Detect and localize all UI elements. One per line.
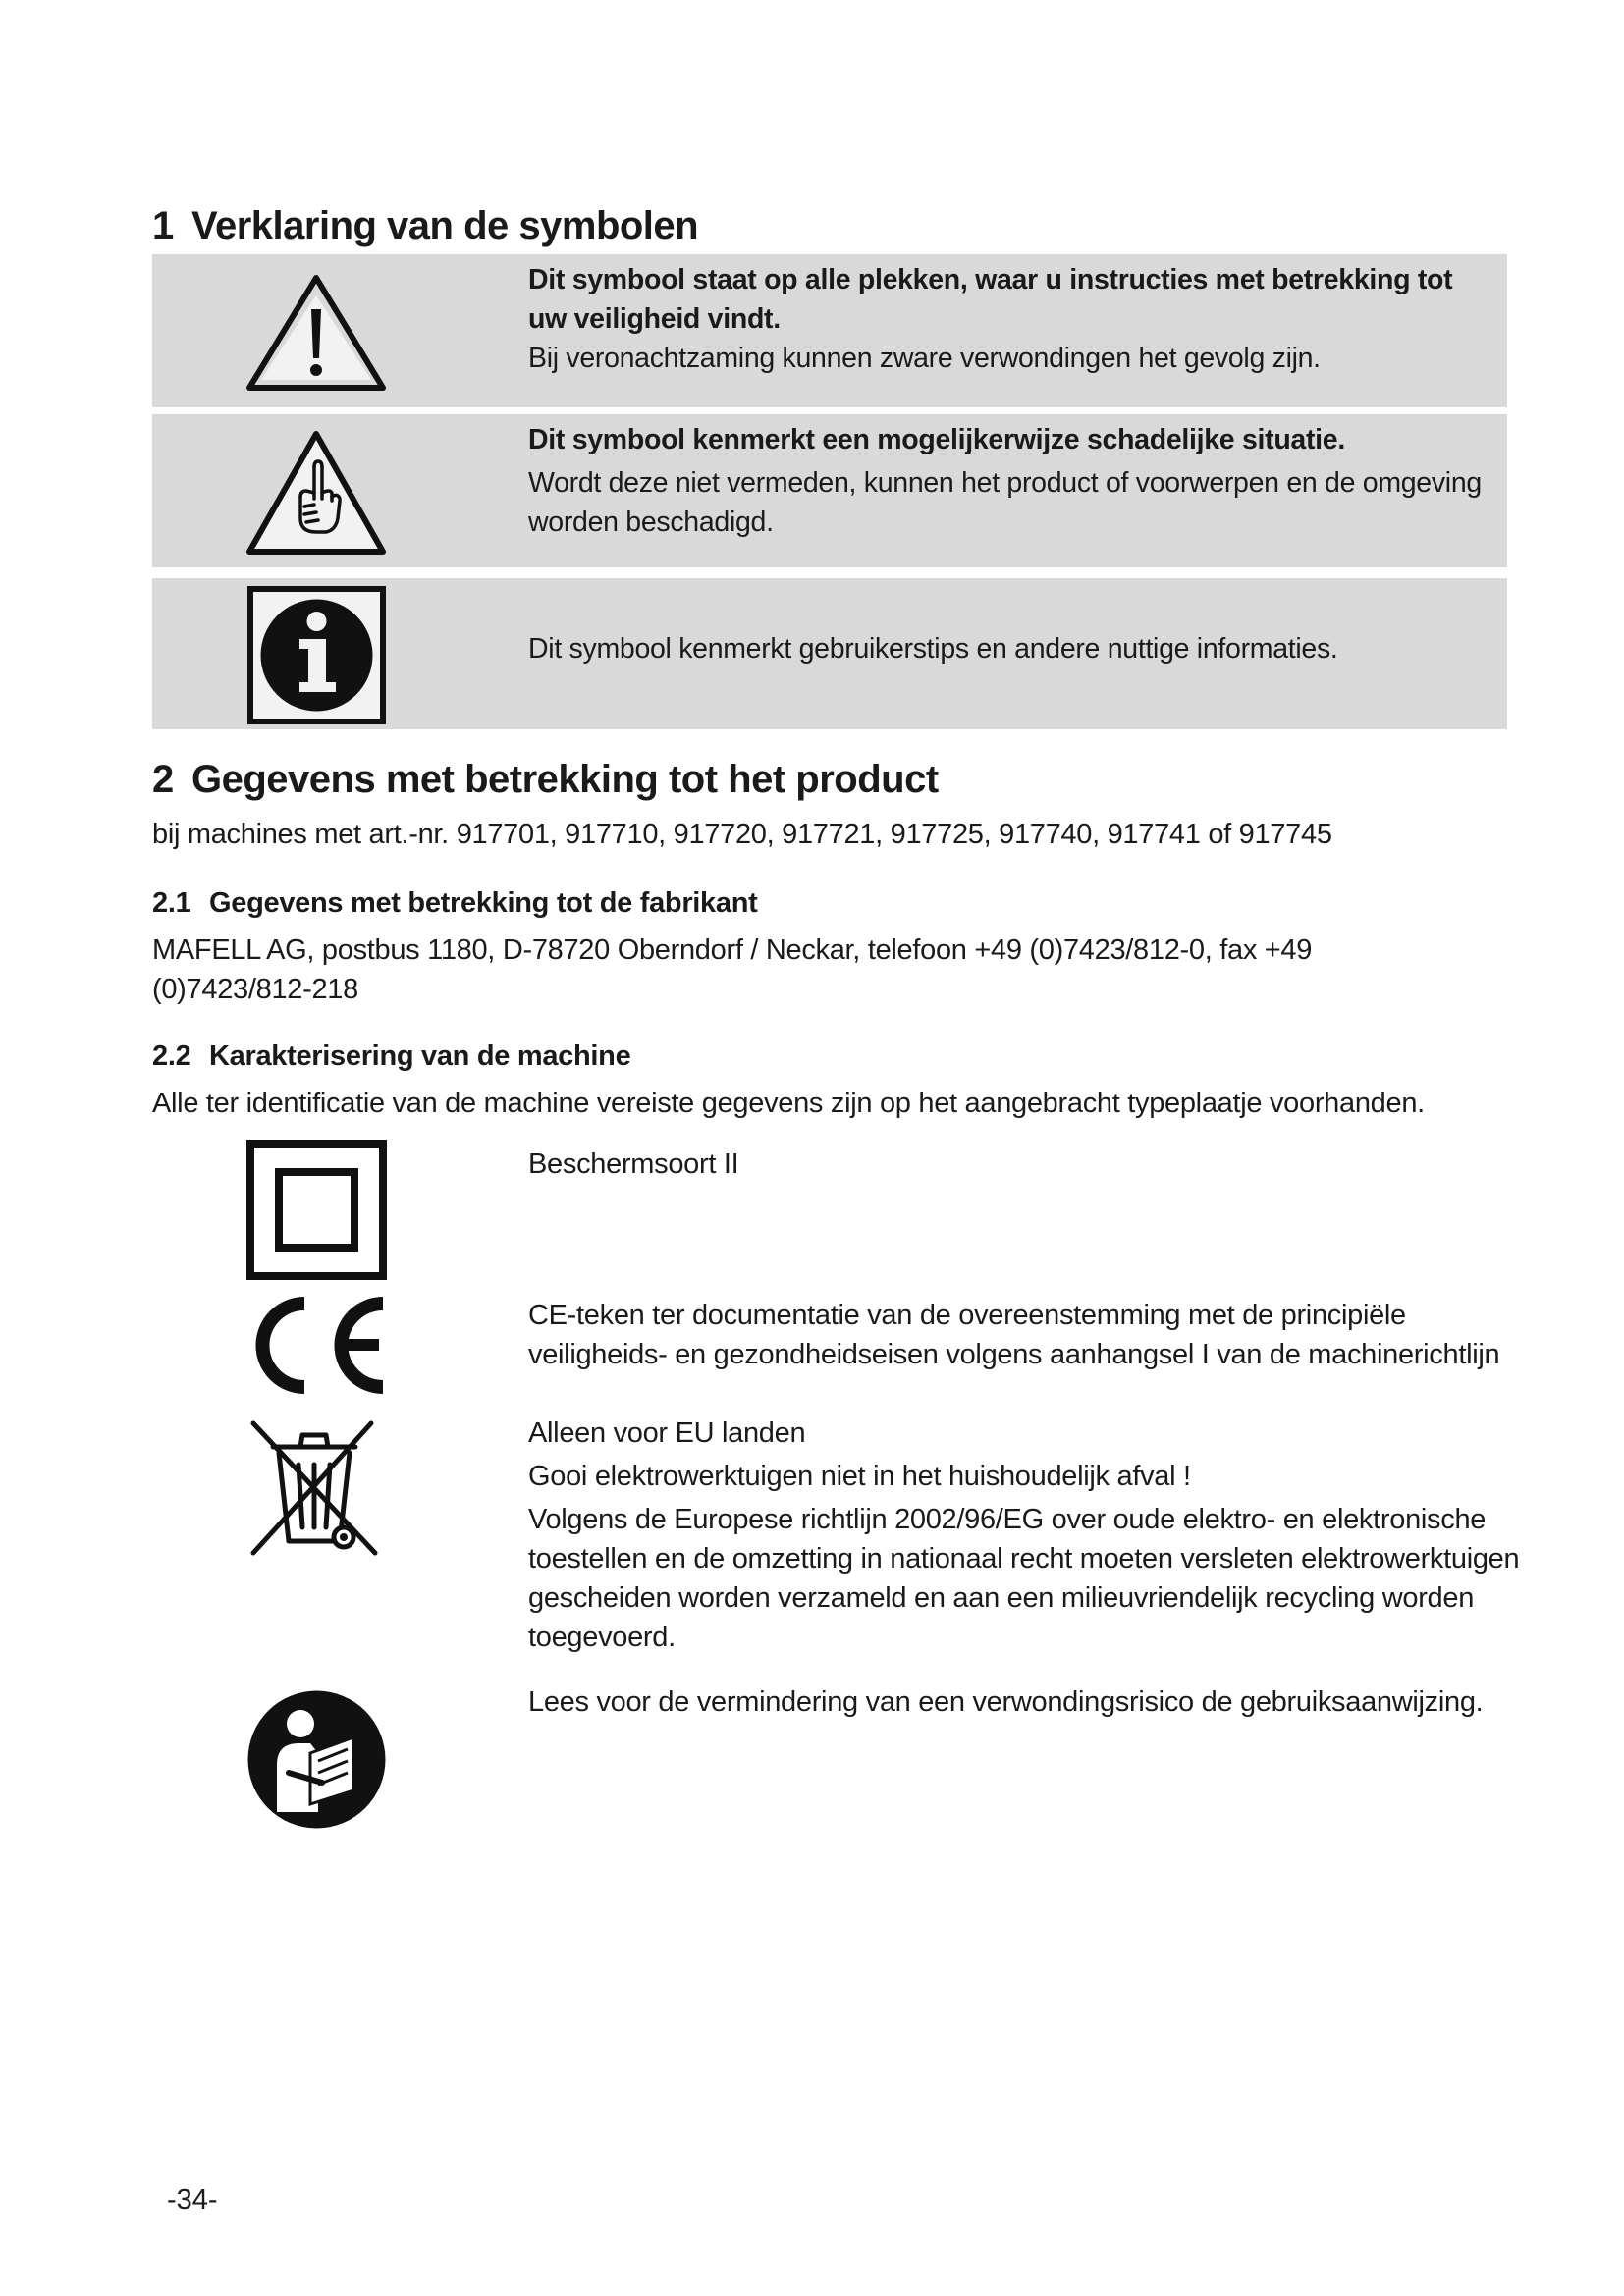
section-2-number: 2 [152,758,174,801]
info-plain-text: Dit symbool kenmerkt gebruikerstips en andere nuttige informaties. [528,633,1338,665]
mark-row-protection-class-text [528,1145,1510,1184]
section-1-number: 1 [152,204,174,247]
warning-bold-text: Dit symbool staat op alle plekken, waar u instructies met betrekking tot uw veiligheid vindt. [528,264,1453,335]
weee-line-1: Alleen voor EU landen [528,1417,806,1449]
section-1-heading [152,204,698,248]
ce-description: CE-teken ter documentatie van de overeenstemming met de principiële veiligheids- en gezondheidseisen volgens aanhangsel I van de machinerichtlijn [528,1300,1500,1370]
section-2-heading [152,758,939,802]
symbol-row-info-text [528,629,1490,668]
ce-mark-icon [245,1294,388,1402]
symbol-row-info [152,578,1507,729]
section-2-title: Gegevens met betrekking tot het product [191,758,939,801]
weee-line-2: Gooi elektrowerktuigen niet in het huishoudelijk afval ! [528,1461,1191,1492]
subsection-2-2-title: Karakterisering van de machine [209,1041,631,1072]
protection-class-label: Beschermsoort II [528,1148,739,1180]
caution-bold-text: Dit symbool kenmerkt een mogelijkerwijze schadelijke situatie. [528,424,1345,455]
section-1-title: Verklaring van de symbolen [191,204,699,247]
manufacturer-info: MAFELL AG, postbus 1180, D-78720 Oberndorf / Neckar, telefoon +49 (0)7423/812-0, fax +49 (0)7423/812-218 [152,934,1313,1005]
symbol-row-caution [152,414,1507,567]
crossed-bin-icon [245,1417,388,1565]
subsection-2-2-number: 2.2 [152,1041,191,1072]
section-2-intro: bij machines met art.-nr. 917701, 917710, 917720, 917721, 917725, 917740, 917741 of 917745 [152,819,1332,850]
mark-row-read-manual-text [528,1682,1520,1722]
warning-plain-text: Bij veronachtzaming kunnen zware verwondingen het gevolg zijn. [528,343,1321,374]
subsection-2-1-number: 2.1 [152,887,191,919]
machine-characterisation-text: Alle ter identificatie van de machine vereiste gegevens zijn op het aangebracht typeplaatje voorhanden. [152,1088,1425,1119]
symbol-row-warning-text [528,260,1490,378]
subsection-2-1-title: Gegevens met betrekking tot de fabrikant [209,887,758,919]
warning-triangle-icon [245,272,388,400]
caution-plain-text: Wordt deze niet vermeden, kunnen het product of voorwerpen en de omgeving worden beschadigd. [528,467,1482,538]
read-manual-description: Lees voor de vermindering van een verwondingsrisico de gebruiksaanwijzing. [528,1686,1484,1718]
info-icon [245,584,388,731]
symbol-row-caution-text [528,420,1490,542]
mark-row-ce-text [528,1296,1520,1374]
weee-line-3: Volgens de Europese richtlijn 2002/96/EG over oude elektro- en elektronische toestellen en de omzetting in nationaal recht moeten versleten elektrowerktuigen gescheiden worden verzameld en aan een milieuvriendelijk recycling worden toegevoerd. [528,1504,1520,1653]
subsection-2-1-heading [152,887,758,920]
subsection-2-2-heading [152,1041,630,1073]
caution-hand-icon [245,428,388,565]
read-manual-icon [245,1688,388,1836]
protection-class-ii-icon [245,1139,388,1286]
mark-row-weee-text [528,1414,1520,1657]
page-number: -34- [167,2184,218,2216]
symbol-row-warning [152,254,1507,407]
